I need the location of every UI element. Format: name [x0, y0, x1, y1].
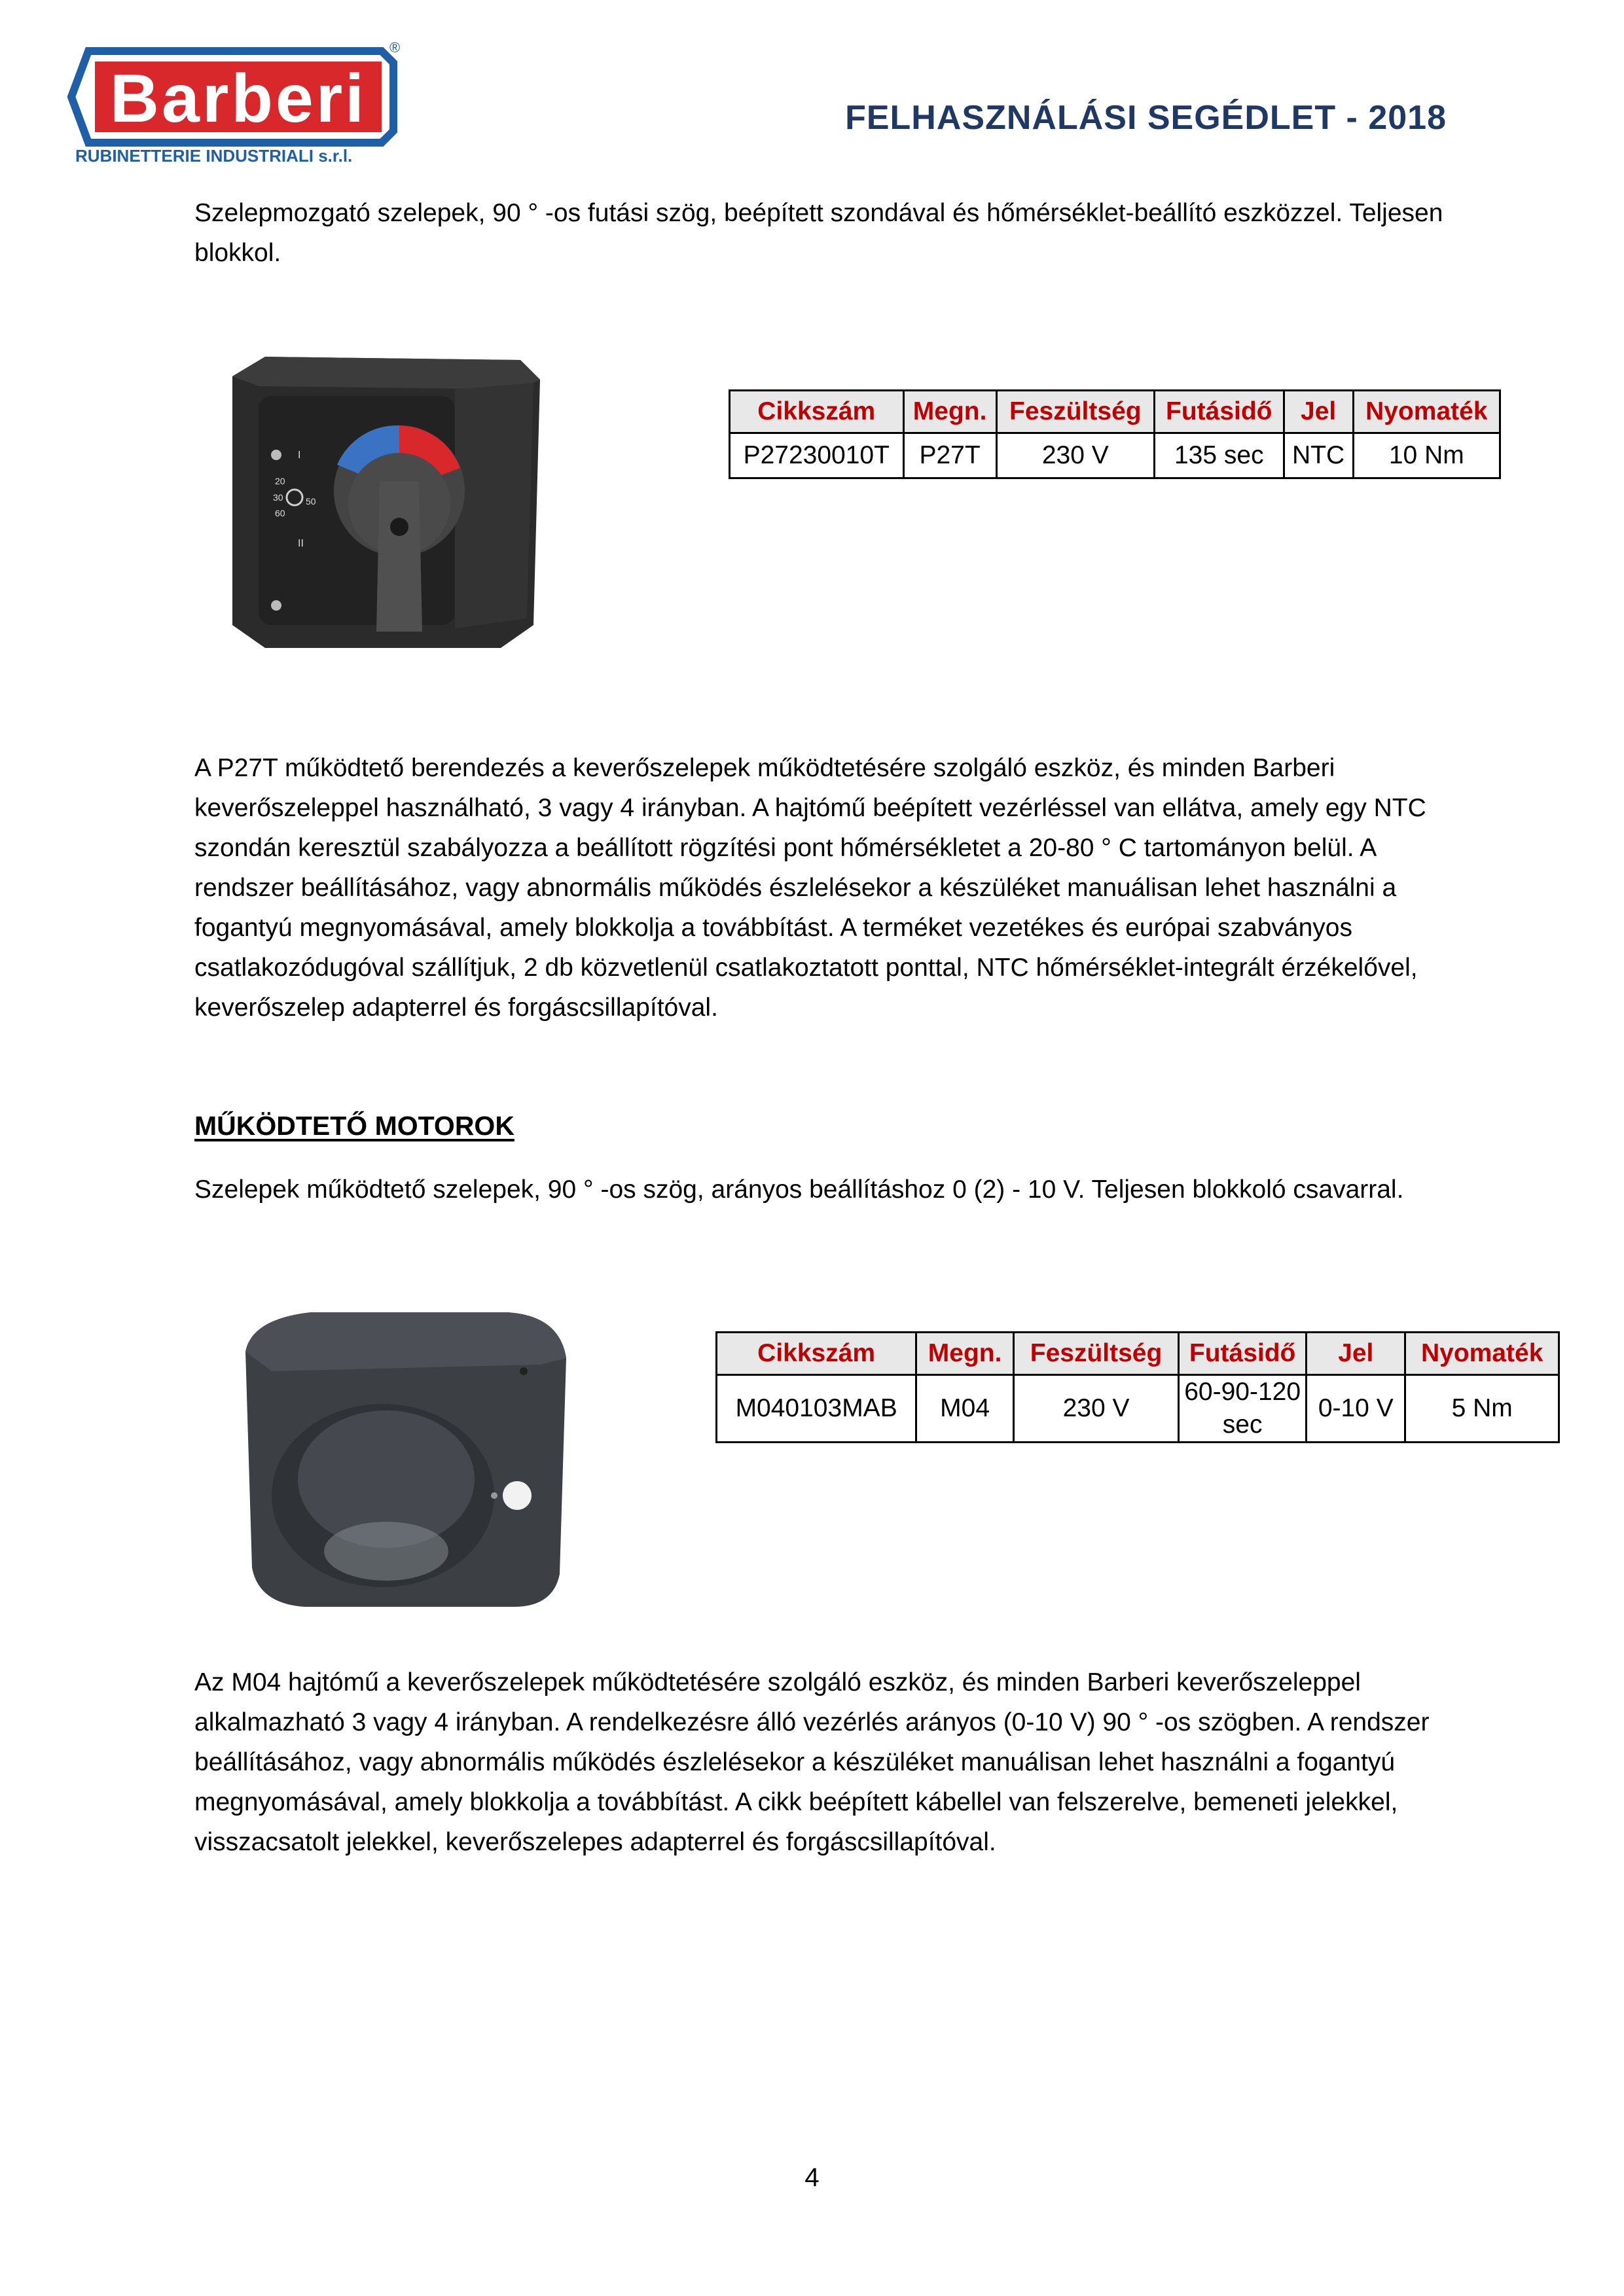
- col-header-megn: Megn.: [916, 1333, 1014, 1375]
- col-header-futasido: Futásidő: [1154, 391, 1284, 433]
- cell-feszultseg: 230 V: [996, 433, 1154, 478]
- section1-description: A P27T működtető berendezés a keverőszelepek működtetésére szolgáló eszköz, és minden Barberi keverőszeleppel használható, 3 vagy 4 irányban. A hajtómű beépített vezérléssel van ellátva, amely egy NTC szondán keresztül szabályozza a beállított rögzítési pont hőmérsékletet a 20-80 ° C tartományon belül. A rendszer beállításához, vagy abnormális működés észlelésekor a készüléket manuálisan lehet használni a fogantyú megnyomásával, amely blokkolja a továbbítást. A terméket vezetékes és európai szabványos csatlakozódugóval szállítjuk, 2 db közvetlenül csatlakoztatott ponttal, NTC hőmérséklet-integrált érzékelővel, keverőszelep adapterrel és forgáscsillapítóval.: [194, 754, 1426, 1022]
- document-title: FELHASZNÁLÁSI SEGÉDLET - 2018: [845, 99, 1447, 137]
- m04-actuator-image: [232, 1299, 579, 1620]
- col-header-nyomatek: Nyomaték: [1353, 391, 1500, 433]
- cell-cikkszam: M040103MAB: [717, 1375, 916, 1443]
- col-header-jel: Jel: [1284, 391, 1353, 433]
- logo-registered-mark: ®: [389, 41, 401, 56]
- dial-label-30: 30: [273, 492, 283, 503]
- dial-label-50: 50: [306, 496, 316, 507]
- m04-illustration: [232, 1299, 579, 1620]
- col-header-cikkszam: Cikkszám: [730, 391, 904, 433]
- logo-subtitle: RUBINETTERIE INDUSTRIALI s.r.l.: [75, 146, 353, 165]
- dial-label-manual: I: [298, 450, 301, 461]
- page-number: 4: [804, 2163, 820, 2192]
- table-header-row: [717, 1333, 1559, 1375]
- logo-wordmark: Barberi: [109, 61, 367, 137]
- section-heading-motors: MŰKÖDTETŐ MOTOROK: [194, 1111, 514, 1141]
- col-header-cikkszam: Cikkszám: [717, 1333, 916, 1375]
- dial-label-20: 20: [275, 476, 285, 486]
- col-header-feszultseg: Feszültség: [1013, 1333, 1178, 1375]
- cell-futasido: 135 sec: [1154, 433, 1284, 478]
- col-header-nyomatek: Nyomaték: [1405, 1333, 1559, 1375]
- logo-graphic: [62, 41, 403, 165]
- p27t-spec-table: [729, 389, 1501, 479]
- cell-jel: NTC: [1284, 433, 1353, 478]
- col-header-futasido: Futásidő: [1179, 1333, 1307, 1375]
- cell-nyomatek: 5 Nm: [1405, 1375, 1559, 1443]
- dial-label-60: 60: [275, 508, 285, 518]
- cell-cikkszam: P27230010T: [730, 433, 904, 478]
- cell-nyomatek: 10 Nm: [1353, 433, 1500, 478]
- cell-megn: P27T: [903, 433, 996, 478]
- m04-spec-table: [715, 1331, 1560, 1443]
- col-header-jel: Jel: [1307, 1333, 1405, 1375]
- dial-label-auto: II: [298, 538, 304, 549]
- section2-intro: Szelepek működtető szelepek, 90 ° -os szög, arányos beállításhoz 0 (2) - 10 V. Teljesen blokkoló csavarral.: [194, 1175, 1404, 1204]
- p27t-actuator-image: [213, 350, 553, 658]
- col-header-feszultseg: Feszültség: [996, 391, 1154, 433]
- table-header-row: [730, 391, 1500, 433]
- cell-futasido: 60-90-120 sec: [1179, 1375, 1307, 1443]
- col-header-megn: Megn.: [903, 391, 996, 433]
- table-row: [717, 1375, 1559, 1443]
- p27t-illustration: [213, 350, 553, 658]
- section1-intro: Szelepmozgató szelepek, 90 ° -os futási szög, beépített szondával és hőmérséklet-beállító eszközzel. Teljesen blokkol.: [194, 199, 1443, 267]
- cell-jel: 0-10 V: [1307, 1375, 1405, 1443]
- cell-feszultseg: 230 V: [1013, 1375, 1178, 1443]
- section2-description: Az M04 hajtómű a keverőszelepek működtetésére szolgáló eszköz, és minden Barberi keverőszeleppel alkalmazható 3 vagy 4 irányban. A rendelkezésre álló vezérlés arányos (0-10 V) 90 ° -os szögben. A rendszer beállításához, vagy abnormális működés észlelésekor a készüléket manuálisan lehet használni a fogantyú megnyomásával, amely blokkolja a továbbítást. A cikk beépített kábellel van felszerelve, bemeneti jelekkel, visszacsatolt jelekkel, keverőszelepes adapterrel és forgáscsillapítóval.: [194, 1668, 1430, 1856]
- cell-megn: M04: [916, 1375, 1014, 1443]
- barberi-logo: [62, 41, 403, 165]
- table-row: [730, 433, 1500, 478]
